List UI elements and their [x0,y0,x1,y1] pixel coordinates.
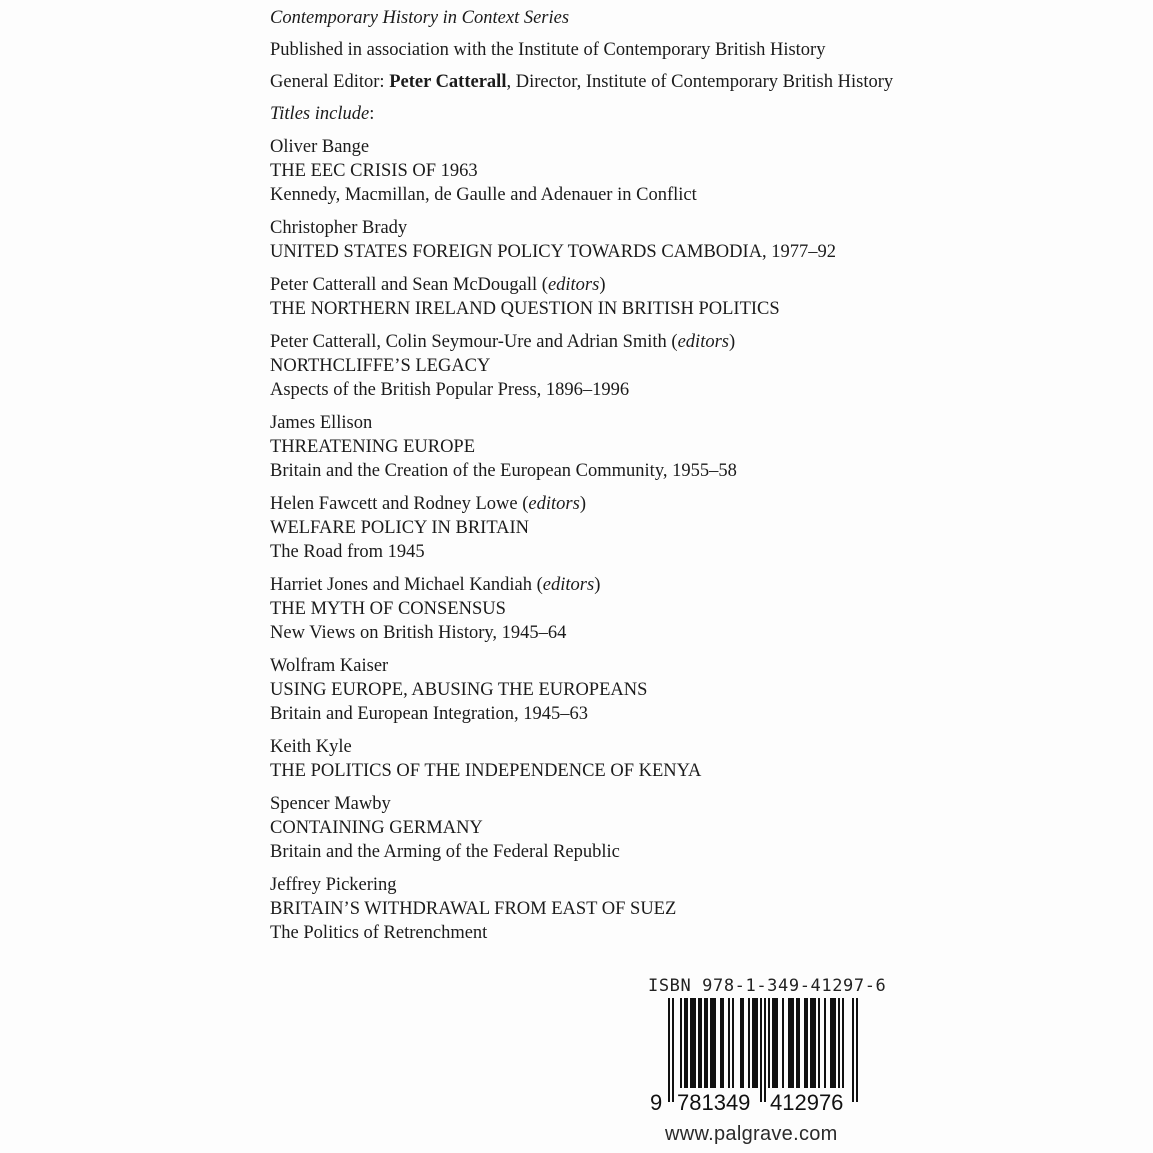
barcode-block [640,976,890,1116]
barcode-bar [852,998,854,1102]
barcode-bar [830,998,836,1088]
barcode-digits-left: 781349 [677,1090,751,1114]
entry-author-line [270,216,970,240]
entry-role: editors [547,275,600,295]
title-list [270,135,970,945]
entry-title: THE NORTHERN IRELAND QUESTION IN BRITISH POLITICS [270,299,780,319]
barcode-image [640,998,880,1114]
entry-title: USING EUROPE, ABUSING THE EUROPEANS [270,680,648,700]
title-entry [270,330,970,402]
entry-author-line: Helen Fawcett and Rodney Lowe (editors) [270,494,586,514]
entry-author: Christopher Brady [270,218,408,238]
entry-author: Jeffrey Pickering [270,875,397,895]
barcode-bar [760,998,762,1102]
entry-role: editors [677,332,729,352]
title-entry [270,873,970,945]
titles-include-label: Titles include [270,104,370,124]
barcode-bar [732,998,734,1088]
titles-include-colon: : [369,104,375,124]
titles-include-heading [270,102,970,126]
association-line: Published in association with the Institute of Contemporary British History [270,40,826,60]
entry-subtitle: The Politics of Retrenchment [270,923,488,943]
title-entry [270,573,970,645]
barcode-bar [720,998,724,1088]
barcode-bar [704,998,708,1088]
barcode-digits-right: 412976 [770,1090,844,1114]
entry-subtitle: The Road from 1945 [270,542,425,562]
entry-author-line [270,792,970,816]
title-entry [270,411,970,483]
entry-subtitle: Aspects of the British Popular Press, 1896–1996 [270,380,630,400]
title-entry [270,792,970,864]
barcode-bar [748,998,750,1088]
barcode-bar [856,998,858,1102]
barcode-bar [690,998,696,1088]
entry-subtitle: New Views on British History, 1945–64 [270,623,567,643]
title-entry [270,216,970,264]
entry-title: THE EEC CRISIS OF 1963 [270,161,478,181]
entry-author: Spencer Mawby [270,794,391,814]
entry-author-line: Harriet Jones and Michael Kandiah (editors) [270,575,601,595]
general-editor-prefix: General Editor: [270,72,390,92]
entry-role: editors [542,575,595,595]
barcode-bar [672,998,674,1102]
barcode-bar [796,998,800,1088]
title-entry [270,273,970,321]
entry-title: BRITAIN’S WITHDRAWAL FROM EAST OF SUEZ [270,899,677,919]
publisher-website: www.palgrave.com [665,1123,838,1145]
barcode-bar [838,998,840,1088]
entry-author-line [270,735,970,759]
entry-subtitle: Britain and the Arming of the Federal Republic [270,842,620,862]
title-entry [270,735,970,783]
entry-role: editors [528,494,580,514]
entry-title: UNITED STATES FOREIGN POLICY TOWARDS CAMBODIA, 1977–92 [270,242,837,262]
entry-author-line [270,873,970,897]
general-editor-line [270,70,970,94]
series-text-block [270,6,970,945]
entry-author: Oliver Bange [270,137,370,157]
entry-title: THE MYTH OF CONSENSUS [270,599,506,619]
barcode-bar [804,998,808,1088]
general-editor-suffix: , Director, Institute of Contemporary British History [506,72,894,92]
barcode-bar [764,998,766,1102]
entry-title: THREATENING EUROPE [270,437,476,457]
entry-subtitle: Kennedy, Macmillan, de Gaulle and Adenauer in Conflict [270,185,697,205]
barcode-bar [818,998,820,1088]
entry-subtitle: Britain and European Integration, 1945–63 [270,704,589,724]
barcode-bar [810,998,816,1088]
entry-author: Peter Catterall and Sean McDougall [270,275,538,295]
entry-subtitle: Britain and the Creation of the European Community, 1955–58 [270,461,737,481]
entry-author-line [270,135,970,159]
barcode-bar [772,998,778,1088]
entry-title: NORTHCLIFFE’S LEGACY [270,356,491,376]
entry-author: Wolfram Kaiser [270,656,389,676]
entry-author-line: Peter Catterall, Colin Seymour-Ure and Adrian Smith (editors) [270,332,736,352]
series-title: Contemporary History in Context Series [270,8,570,28]
barcode-bar [668,998,670,1102]
entry-author: Helen Fawcett and Rodney Lowe [270,494,518,514]
entry-author-line: Peter Catterall and Sean McDougall (editors) [270,275,606,295]
barcode-bar [684,998,688,1088]
barcode-bar [768,998,770,1088]
entry-title: THE POLITICS OF THE INDEPENDENCE OF KENYA [270,761,702,781]
entry-author-line [270,654,970,678]
barcode-bar [824,998,826,1088]
barcode-bar [680,998,682,1088]
title-entry [270,492,970,564]
barcode-bar [842,998,844,1088]
barcode-bar [782,998,784,1088]
isbn-label: ISBN 978-1-349-41297-6 [648,976,887,996]
title-entry [270,135,970,207]
general-editor-name: Peter Catterall [389,72,507,92]
entry-author-line [270,411,970,435]
barcode-bar [788,998,794,1088]
barcode-bar [698,998,702,1088]
entry-author: James Ellison [270,413,373,433]
entry-title: CONTAINING GERMANY [270,818,483,838]
entry-author: Harriet Jones and Michael Kandiah [270,575,532,595]
barcode-bar [728,998,730,1088]
barcode-bar [752,998,758,1088]
title-entry [270,654,970,726]
barcode-digit-first: 9 [650,1090,663,1114]
entry-title: WELFARE POLICY IN BRITAIN [270,518,530,538]
entry-author: Keith Kyle [270,737,352,757]
barcode-bar [740,998,744,1088]
entry-author: Peter Catterall, Colin Seymour-Ure and Adrian Smith [270,332,667,352]
barcode-bar [710,998,716,1088]
